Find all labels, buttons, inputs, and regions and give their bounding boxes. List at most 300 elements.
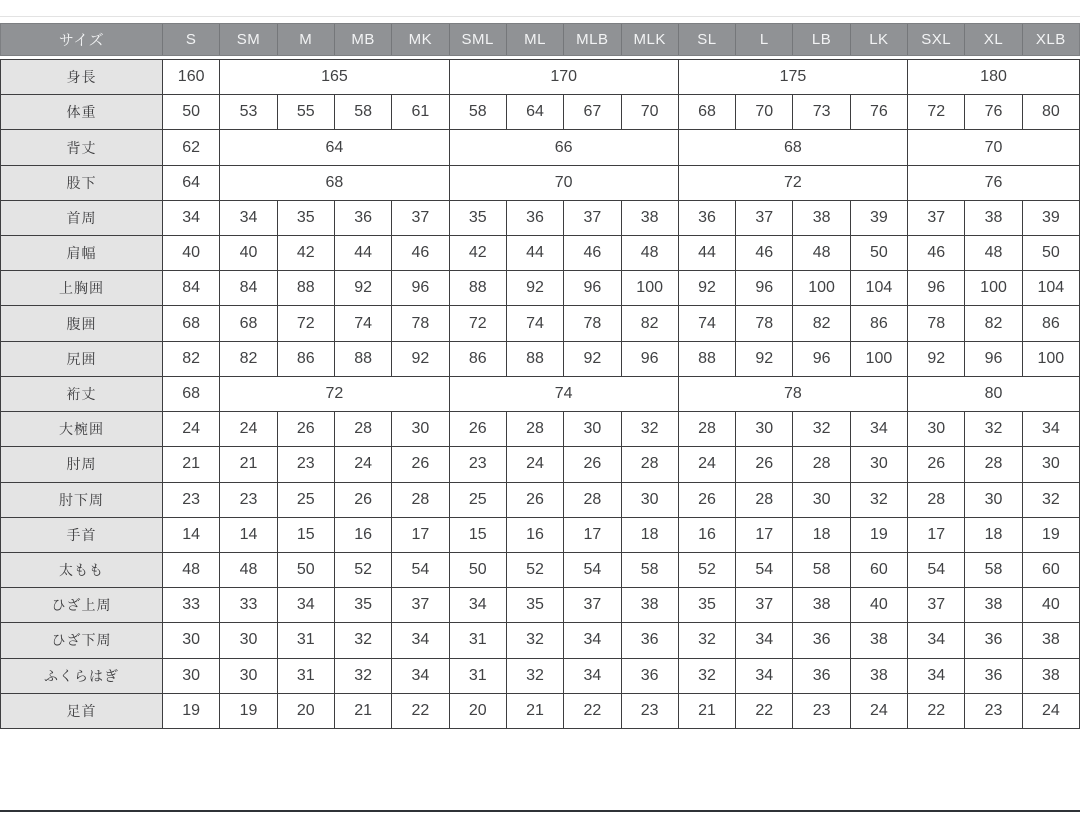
value-cell: 34 xyxy=(450,588,506,622)
value-cell: 35 xyxy=(450,201,506,235)
value-cell: 82 xyxy=(163,342,219,376)
value-cell: 50 xyxy=(278,553,334,587)
value-cell: 88 xyxy=(450,271,506,305)
value-cell: 36 xyxy=(622,623,678,657)
size-column-header: S xyxy=(163,24,219,55)
size-column-header: M xyxy=(278,24,334,55)
value-cell: 58 xyxy=(793,553,849,587)
value-cell: 100 xyxy=(965,271,1021,305)
row-label: 肘下周 xyxy=(1,483,162,517)
value-cell: 40 xyxy=(1023,588,1079,622)
bottom-divider-line xyxy=(0,810,1080,812)
size-table-body xyxy=(0,59,1080,729)
value-cell: 50 xyxy=(1023,236,1079,270)
value-cell: 38 xyxy=(965,588,1021,622)
value-cell: 28 xyxy=(679,412,735,446)
value-cell: 46 xyxy=(392,236,448,270)
value-cell: 54 xyxy=(392,553,448,587)
value-cell: 72 xyxy=(278,306,334,340)
value-cell: 86 xyxy=(450,342,506,376)
value-cell: 84 xyxy=(220,271,276,305)
value-cell: 19 xyxy=(851,518,907,552)
merged-value-cell: 62 xyxy=(163,130,219,164)
size-column-header: L xyxy=(736,24,792,55)
value-cell: 17 xyxy=(908,518,964,552)
value-cell: 70 xyxy=(736,95,792,129)
value-cell: 52 xyxy=(335,553,391,587)
value-cell: 38 xyxy=(965,201,1021,235)
value-cell: 34 xyxy=(908,659,964,693)
value-cell: 14 xyxy=(220,518,276,552)
value-cell: 28 xyxy=(908,483,964,517)
value-cell: 31 xyxy=(450,623,506,657)
value-cell: 48 xyxy=(793,236,849,270)
merged-value-cell: 66 xyxy=(450,130,678,164)
merged-value-cell: 170 xyxy=(450,60,678,94)
size-column-header: SML xyxy=(450,24,506,55)
value-cell: 30 xyxy=(564,412,620,446)
value-cell: 39 xyxy=(851,201,907,235)
size-column-header: SL xyxy=(679,24,735,55)
value-cell: 24 xyxy=(163,412,219,446)
value-cell: 50 xyxy=(450,553,506,587)
merged-value-cell: 160 xyxy=(163,60,219,94)
row-label: 身長 xyxy=(1,60,162,94)
value-cell: 26 xyxy=(278,412,334,446)
value-cell: 42 xyxy=(278,236,334,270)
value-cell: 36 xyxy=(622,659,678,693)
value-cell: 48 xyxy=(965,236,1021,270)
value-cell: 61 xyxy=(392,95,448,129)
merged-value-cell: 180 xyxy=(908,60,1079,94)
value-cell: 48 xyxy=(163,553,219,587)
value-cell: 54 xyxy=(908,553,964,587)
row-label: 首周 xyxy=(1,201,162,235)
value-cell: 25 xyxy=(278,483,334,517)
value-cell: 44 xyxy=(507,236,563,270)
value-cell: 55 xyxy=(278,95,334,129)
value-cell: 72 xyxy=(450,306,506,340)
merged-value-cell: 76 xyxy=(908,166,1079,200)
value-cell: 72 xyxy=(908,95,964,129)
value-cell: 16 xyxy=(679,518,735,552)
value-cell: 96 xyxy=(564,271,620,305)
value-cell: 24 xyxy=(220,412,276,446)
value-cell: 88 xyxy=(507,342,563,376)
value-cell: 92 xyxy=(564,342,620,376)
value-cell: 31 xyxy=(450,659,506,693)
row-label: 手首 xyxy=(1,518,162,552)
value-cell: 82 xyxy=(220,342,276,376)
value-cell: 36 xyxy=(679,201,735,235)
value-cell: 34 xyxy=(564,623,620,657)
value-cell: 36 xyxy=(965,659,1021,693)
value-cell: 26 xyxy=(679,483,735,517)
value-cell: 67 xyxy=(564,95,620,129)
value-cell: 96 xyxy=(392,271,448,305)
value-cell: 92 xyxy=(679,271,735,305)
row-label: 大椀囲 xyxy=(1,412,162,446)
merged-value-cell: 80 xyxy=(908,377,1079,411)
merged-value-cell: 68 xyxy=(679,130,907,164)
value-cell: 26 xyxy=(564,447,620,481)
value-cell: 54 xyxy=(736,553,792,587)
merged-value-cell: 68 xyxy=(163,377,219,411)
merged-value-cell: 72 xyxy=(679,166,907,200)
row-label: 体重 xyxy=(1,95,162,129)
merged-value-cell: 78 xyxy=(679,377,907,411)
value-cell: 74 xyxy=(679,306,735,340)
value-cell: 38 xyxy=(1023,623,1079,657)
value-cell: 25 xyxy=(450,483,506,517)
merged-value-cell: 70 xyxy=(450,166,678,200)
value-cell: 18 xyxy=(622,518,678,552)
value-cell: 58 xyxy=(965,553,1021,587)
value-cell: 86 xyxy=(1023,306,1079,340)
row-label: ふくらはぎ xyxy=(1,659,162,693)
value-cell: 36 xyxy=(793,659,849,693)
value-cell: 26 xyxy=(392,447,448,481)
value-cell: 34 xyxy=(736,659,792,693)
value-cell: 26 xyxy=(908,447,964,481)
value-cell: 28 xyxy=(622,447,678,481)
value-cell: 92 xyxy=(736,342,792,376)
size-column-header: MLB xyxy=(564,24,620,55)
size-column-header: LB xyxy=(793,24,849,55)
value-cell: 82 xyxy=(793,306,849,340)
value-cell: 46 xyxy=(564,236,620,270)
value-cell: 19 xyxy=(163,694,219,728)
value-cell: 73 xyxy=(793,95,849,129)
value-cell: 31 xyxy=(278,659,334,693)
value-cell: 58 xyxy=(622,553,678,587)
value-cell: 34 xyxy=(163,201,219,235)
value-cell: 74 xyxy=(335,306,391,340)
value-cell: 38 xyxy=(793,201,849,235)
value-cell: 37 xyxy=(908,588,964,622)
value-cell: 34 xyxy=(736,623,792,657)
value-cell: 17 xyxy=(736,518,792,552)
value-cell: 26 xyxy=(450,412,506,446)
row-label: 肘周 xyxy=(1,447,162,481)
size-column-header: SM xyxy=(220,24,276,55)
value-cell: 15 xyxy=(450,518,506,552)
value-cell: 37 xyxy=(908,201,964,235)
value-cell: 84 xyxy=(163,271,219,305)
value-cell: 92 xyxy=(335,271,391,305)
value-cell: 92 xyxy=(908,342,964,376)
value-cell: 24 xyxy=(679,447,735,481)
value-cell: 37 xyxy=(564,201,620,235)
value-cell: 32 xyxy=(793,412,849,446)
value-cell: 21 xyxy=(679,694,735,728)
size-column-header: MLK xyxy=(622,24,678,55)
value-cell: 52 xyxy=(507,553,563,587)
row-label: 太もも xyxy=(1,553,162,587)
value-cell: 34 xyxy=(392,659,448,693)
corner-header-cell: サイズ xyxy=(1,24,162,55)
value-cell: 96 xyxy=(965,342,1021,376)
value-cell: 38 xyxy=(622,201,678,235)
value-cell: 44 xyxy=(335,236,391,270)
value-cell: 22 xyxy=(736,694,792,728)
value-cell: 64 xyxy=(507,95,563,129)
value-cell: 14 xyxy=(163,518,219,552)
row-label: ひざ上周 xyxy=(1,588,162,622)
row-label: 裄丈 xyxy=(1,377,162,411)
value-cell: 30 xyxy=(1023,447,1079,481)
top-divider-line xyxy=(0,16,1080,17)
value-cell: 21 xyxy=(220,447,276,481)
value-cell: 28 xyxy=(965,447,1021,481)
value-cell: 38 xyxy=(851,623,907,657)
value-cell: 28 xyxy=(564,483,620,517)
value-cell: 37 xyxy=(392,588,448,622)
value-cell: 37 xyxy=(736,201,792,235)
size-column-header: LK xyxy=(851,24,907,55)
row-label: 背丈 xyxy=(1,130,162,164)
value-cell: 16 xyxy=(507,518,563,552)
value-cell: 54 xyxy=(564,553,620,587)
value-cell: 22 xyxy=(908,694,964,728)
value-cell: 16 xyxy=(335,518,391,552)
value-cell: 100 xyxy=(1023,342,1079,376)
value-cell: 19 xyxy=(1023,518,1079,552)
merged-value-cell: 64 xyxy=(220,130,448,164)
value-cell: 18 xyxy=(793,518,849,552)
value-cell: 23 xyxy=(965,694,1021,728)
value-cell: 28 xyxy=(392,483,448,517)
value-cell: 68 xyxy=(220,306,276,340)
value-cell: 68 xyxy=(679,95,735,129)
value-cell: 35 xyxy=(278,201,334,235)
value-cell: 78 xyxy=(736,306,792,340)
value-cell: 38 xyxy=(851,659,907,693)
value-cell: 34 xyxy=(220,201,276,235)
row-label: 腹囲 xyxy=(1,306,162,340)
value-cell: 15 xyxy=(278,518,334,552)
value-cell: 96 xyxy=(908,271,964,305)
value-cell: 30 xyxy=(220,623,276,657)
value-cell: 28 xyxy=(736,483,792,517)
value-cell: 30 xyxy=(163,623,219,657)
size-column-header: MK xyxy=(392,24,448,55)
value-cell: 35 xyxy=(335,588,391,622)
merged-value-cell: 74 xyxy=(450,377,678,411)
value-cell: 32 xyxy=(507,623,563,657)
value-cell: 23 xyxy=(622,694,678,728)
size-column-header: SXL xyxy=(908,24,964,55)
value-cell: 53 xyxy=(220,95,276,129)
value-cell: 24 xyxy=(851,694,907,728)
value-cell: 34 xyxy=(564,659,620,693)
value-cell: 40 xyxy=(220,236,276,270)
value-cell: 39 xyxy=(1023,201,1079,235)
row-label: 上胸囲 xyxy=(1,271,162,305)
value-cell: 78 xyxy=(908,306,964,340)
value-cell: 36 xyxy=(335,201,391,235)
value-cell: 37 xyxy=(392,201,448,235)
value-cell: 86 xyxy=(278,342,334,376)
value-cell: 60 xyxy=(1023,553,1079,587)
value-cell: 32 xyxy=(1023,483,1079,517)
value-cell: 40 xyxy=(851,588,907,622)
value-cell: 19 xyxy=(220,694,276,728)
merged-value-cell: 175 xyxy=(679,60,907,94)
value-cell: 100 xyxy=(622,271,678,305)
size-column-header: MB xyxy=(335,24,391,55)
value-cell: 23 xyxy=(220,483,276,517)
size-column-header: XL xyxy=(965,24,1021,55)
value-cell: 82 xyxy=(622,306,678,340)
size-column-header: ML xyxy=(507,24,563,55)
merged-value-cell: 72 xyxy=(220,377,448,411)
value-cell: 58 xyxy=(335,95,391,129)
value-cell: 34 xyxy=(1023,412,1079,446)
merged-value-cell: 68 xyxy=(220,166,448,200)
value-cell: 38 xyxy=(793,588,849,622)
value-cell: 36 xyxy=(965,623,1021,657)
value-cell: 20 xyxy=(450,694,506,728)
value-cell: 88 xyxy=(278,271,334,305)
value-cell: 23 xyxy=(450,447,506,481)
value-cell: 86 xyxy=(851,306,907,340)
value-cell: 100 xyxy=(851,342,907,376)
value-cell: 26 xyxy=(335,483,391,517)
value-cell: 96 xyxy=(622,342,678,376)
value-cell: 24 xyxy=(335,447,391,481)
value-cell: 36 xyxy=(793,623,849,657)
value-cell: 74 xyxy=(507,306,563,340)
value-cell: 32 xyxy=(679,659,735,693)
row-label: 足首 xyxy=(1,694,162,728)
value-cell: 30 xyxy=(392,412,448,446)
value-cell: 22 xyxy=(392,694,448,728)
size-column-header: XLB xyxy=(1023,24,1079,55)
value-cell: 35 xyxy=(679,588,735,622)
value-cell: 32 xyxy=(679,623,735,657)
value-cell: 92 xyxy=(392,342,448,376)
value-cell: 21 xyxy=(335,694,391,728)
value-cell: 30 xyxy=(622,483,678,517)
value-cell: 104 xyxy=(851,271,907,305)
value-cell: 32 xyxy=(851,483,907,517)
value-cell: 24 xyxy=(507,447,563,481)
value-cell: 30 xyxy=(736,412,792,446)
value-cell: 30 xyxy=(793,483,849,517)
value-cell: 34 xyxy=(392,623,448,657)
value-cell: 96 xyxy=(793,342,849,376)
value-cell: 23 xyxy=(793,694,849,728)
value-cell: 33 xyxy=(220,588,276,622)
value-cell: 42 xyxy=(450,236,506,270)
merged-value-cell: 64 xyxy=(163,166,219,200)
value-cell: 35 xyxy=(507,588,563,622)
value-cell: 32 xyxy=(622,412,678,446)
value-cell: 30 xyxy=(163,659,219,693)
value-cell: 34 xyxy=(908,623,964,657)
value-cell: 30 xyxy=(851,447,907,481)
value-cell: 28 xyxy=(507,412,563,446)
value-cell: 46 xyxy=(908,236,964,270)
value-cell: 30 xyxy=(220,659,276,693)
row-label: 股下 xyxy=(1,166,162,200)
value-cell: 70 xyxy=(622,95,678,129)
value-cell: 78 xyxy=(564,306,620,340)
value-cell: 32 xyxy=(965,412,1021,446)
value-cell: 38 xyxy=(1023,659,1079,693)
value-cell: 26 xyxy=(507,483,563,517)
value-cell: 37 xyxy=(736,588,792,622)
value-cell: 36 xyxy=(507,201,563,235)
value-cell: 40 xyxy=(163,236,219,270)
value-cell: 18 xyxy=(965,518,1021,552)
value-cell: 32 xyxy=(507,659,563,693)
value-cell: 31 xyxy=(278,623,334,657)
value-cell: 104 xyxy=(1023,271,1079,305)
value-cell: 58 xyxy=(450,95,506,129)
value-cell: 82 xyxy=(965,306,1021,340)
value-cell: 88 xyxy=(335,342,391,376)
row-label: ひざ下周 xyxy=(1,623,162,657)
value-cell: 48 xyxy=(220,553,276,587)
value-cell: 17 xyxy=(564,518,620,552)
value-cell: 44 xyxy=(679,236,735,270)
value-cell: 38 xyxy=(622,588,678,622)
merged-value-cell: 165 xyxy=(220,60,448,94)
value-cell: 76 xyxy=(851,95,907,129)
value-cell: 17 xyxy=(392,518,448,552)
value-cell: 48 xyxy=(622,236,678,270)
value-cell: 60 xyxy=(851,553,907,587)
value-cell: 21 xyxy=(163,447,219,481)
value-cell: 100 xyxy=(793,271,849,305)
value-cell: 46 xyxy=(736,236,792,270)
value-cell: 52 xyxy=(679,553,735,587)
value-cell: 28 xyxy=(335,412,391,446)
row-label: 尻囲 xyxy=(1,342,162,376)
value-cell: 24 xyxy=(1023,694,1079,728)
value-cell: 50 xyxy=(851,236,907,270)
value-cell: 30 xyxy=(908,412,964,446)
value-cell: 37 xyxy=(564,588,620,622)
size-table-header-row xyxy=(0,23,1080,56)
merged-value-cell: 70 xyxy=(908,130,1079,164)
value-cell: 23 xyxy=(278,447,334,481)
value-cell: 23 xyxy=(163,483,219,517)
value-cell: 26 xyxy=(736,447,792,481)
value-cell: 32 xyxy=(335,623,391,657)
value-cell: 88 xyxy=(679,342,735,376)
value-cell: 80 xyxy=(1023,95,1079,129)
value-cell: 33 xyxy=(163,588,219,622)
value-cell: 34 xyxy=(278,588,334,622)
value-cell: 96 xyxy=(736,271,792,305)
row-label: 肩幅 xyxy=(1,236,162,270)
value-cell: 68 xyxy=(163,306,219,340)
value-cell: 50 xyxy=(163,95,219,129)
value-cell: 92 xyxy=(507,271,563,305)
value-cell: 21 xyxy=(507,694,563,728)
value-cell: 34 xyxy=(851,412,907,446)
value-cell: 78 xyxy=(392,306,448,340)
value-cell: 32 xyxy=(335,659,391,693)
value-cell: 28 xyxy=(793,447,849,481)
value-cell: 30 xyxy=(965,483,1021,517)
value-cell: 76 xyxy=(965,95,1021,129)
value-cell: 20 xyxy=(278,694,334,728)
value-cell: 22 xyxy=(564,694,620,728)
